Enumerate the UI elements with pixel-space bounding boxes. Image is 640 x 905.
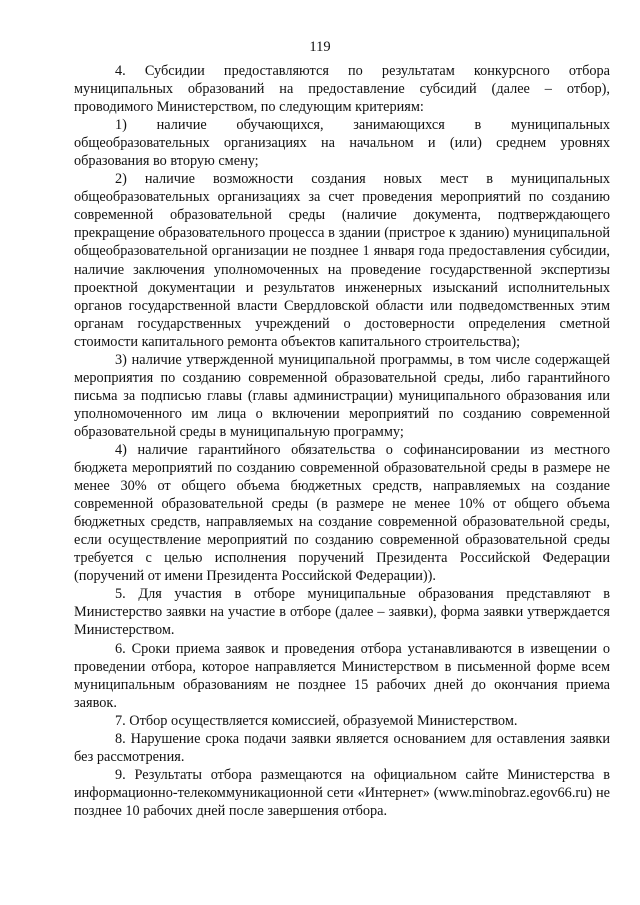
paragraph-item-8: 8. Нарушение срока подачи заявки является основанием для оставления заявки без рассмотрения. <box>74 730 610 765</box>
criterion-3: 3) наличие утвержденной муниципальной программы, в том числе содержащей мероприятия по созданию современной образовательной среды, либо гарантийного письма за подписью главы (главы администрации) муниципального образования или уполномоченного им лица о включении мероприятий по созданию современной образовательной среды в муниципальную программу; <box>74 351 610 440</box>
paragraph-item-7: 7. Отбор осуществляется комиссией, образуемой Министерством. <box>115 712 518 729</box>
criterion-2: 2) наличие возможности создания новых мест в муниципальных общеобразовательных организациях за счет проведения мероприятий по созданию современной образовательной среды (наличие документа, подтверждающего прекращение образовательного процесса в здании (пристрое к зданию) муниципальной общеобразовательной организации не позднее 1 января года предоставления субсидии, наличие заключения уполномоченных на проведение государственной экспертизы проектной документации и результатов инженерных изысканий исполнительных органов государственной власти Свердловской области или подведомственных этим органам государственных учреждений о достоверности определения сметной стоимости капитального ремонта объектов капитального строительства); <box>74 171 610 350</box>
paragraph-item-5: 5. Для участия в отборе муниципальные образования представляют в Министерство заявки на участие в отборе (далее – заявки), форма заявки утверждается Министерством. <box>74 586 610 639</box>
paragraph-item-9: 9. Результаты отбора размещаются на официальном сайте Министерства в информационно-телекоммуникационной сети «Интернет» (www.minobraz.egov66.ru) не позднее 10 рабочих дней после завершения отбора. <box>74 766 610 819</box>
paragraph-item-4: 4. Субсидии предоставляются по результатам конкурсного отбора муниципальных образований на предоставление субсидий (далее – отбор), проводимого Министерством, по следующим критериям: <box>74 63 610 116</box>
document-body <box>74 62 610 820</box>
criterion-1: 1) наличие обучающихся, занимающихся в муниципальных общеобразовательных организациях на начальном и (или) среднем уровнях образования во вторую смену; <box>74 117 610 170</box>
page-number: 119 <box>309 39 331 55</box>
paragraph-item-6: 6. Сроки приема заявок и проведения отбора устанавливаются в извещении о проведении отбора, которое направляется Министерством в письменной форме всем муниципальным образованиям не позднее 15 рабочих дней до окончания приема заявок. <box>74 640 610 711</box>
criterion-4: 4) наличие гарантийного обязательства о софинансировании из местного бюджета мероприятий по созданию современной образовательной среды в размере не менее 30% от общего объема бюджетных средств, направляемых на создание современной образовательной среды (в размере не менее 10% от общего объема бюджетных средств, направляемых на создание современной образовательной среды, если осуществление мероприятий по созданию современной образовательной среды требуется с целью исполнения поручений Президента Российской Федерации (поручений от имени Президента Российской Федерации)). <box>74 441 610 585</box>
